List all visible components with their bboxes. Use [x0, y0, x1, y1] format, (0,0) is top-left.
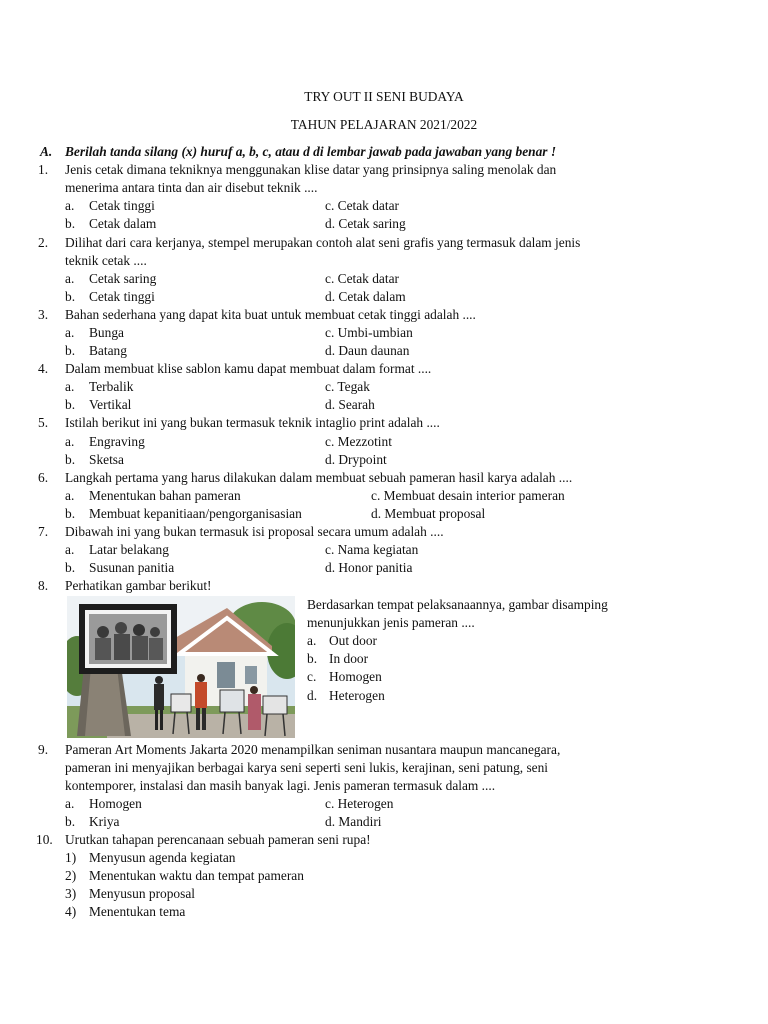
- question-text: Jenis cetak dimana tekniknya menggunakan klise datar yang prinsipnya saling menolak dan: [65, 162, 557, 177]
- instruction-text: Berilah tanda silang (x) huruf a, b, c, atau d di lembar jawab pada jawaban yang benar !: [65, 144, 557, 159]
- question-number: 1.: [38, 162, 49, 177]
- step-text: Menyusun proposal: [89, 886, 196, 901]
- question-text: Langkah pertama yang harus dilakukan dalam membuat sebuah pameran hasil karya adalah ....: [65, 470, 573, 485]
- option-d: d. Searah: [325, 397, 375, 412]
- option-letter-a: a.: [65, 198, 75, 213]
- question-number: 5.: [38, 415, 49, 430]
- option-letter-a: a.: [65, 434, 75, 449]
- option-a: Cetak saring: [89, 271, 157, 286]
- question-text: Dilihat dari cara kerjanya, stempel merupakan contoh alat seni grafis yang termasuk dalam jenis: [65, 235, 581, 250]
- option-letter-b: b.: [65, 343, 76, 358]
- option-letter-b: b.: [65, 216, 76, 231]
- step-number: 1): [65, 850, 77, 865]
- option-letter-a: a.: [65, 488, 75, 503]
- option-c: c. Cetak datar: [325, 271, 399, 286]
- question-number: 9.: [38, 742, 49, 757]
- step-text: Menentukan waktu dan tempat pameran: [89, 868, 304, 883]
- step-number: 4): [65, 904, 77, 919]
- option-c: c. Nama kegiatan: [325, 542, 419, 557]
- question-number: 2.: [38, 235, 49, 250]
- option-letter-a: a.: [65, 379, 75, 394]
- option-b: In door: [329, 651, 369, 666]
- option-b: Susunan panitia: [89, 560, 175, 575]
- option-letter-c: c.: [307, 669, 317, 684]
- step-text: Menyusun agenda kegiatan: [89, 850, 236, 865]
- option-b: Kriya: [89, 814, 120, 829]
- option-a: Menentukan bahan pameran: [89, 488, 241, 503]
- option-d: d. Cetak saring: [325, 216, 406, 231]
- option-d: Heterogen: [329, 688, 385, 703]
- option-letter-d: d.: [307, 688, 318, 703]
- option-c: c. Membuat desain interior pameran: [371, 488, 565, 503]
- exam-title: TRY OUT II SENI BUDAYA: [304, 89, 464, 104]
- option-letter-a: a.: [65, 325, 75, 340]
- option-letter-a: a.: [307, 633, 317, 648]
- question-text: menerima antara tinta dan air disebut teknik ....: [65, 180, 318, 195]
- option-letter-b: b.: [65, 397, 76, 412]
- option-letter-b: b.: [307, 651, 318, 666]
- option-c: c. Mezzotint: [325, 434, 392, 449]
- option-a: Terbalik: [89, 379, 134, 394]
- step-text: Menentukan tema: [89, 904, 186, 919]
- question-text: pameran ini menyajikan berbagai karya seni seperti seni lukis, kerajinan, seni patung, seni: [65, 760, 549, 775]
- option-letter-b: b.: [65, 452, 76, 467]
- step-number: 2): [65, 868, 77, 883]
- option-b: Cetak dalam: [89, 216, 157, 231]
- option-letter-a: a.: [65, 271, 75, 286]
- question-number: 3.: [38, 307, 49, 322]
- question-text: kontemporer, instalasi dan masih banyak lagi. Jenis pameran termasuk dalam ....: [65, 778, 496, 793]
- option-b: Sketsa: [89, 452, 124, 467]
- question-text: Pameran Art Moments Jakarta 2020 menampilkan seniman nusantara maupun mancanegara,: [65, 742, 561, 757]
- question-text: Istilah berikut ini yang bukan termasuk teknik intaglio print adalah ....: [65, 415, 440, 430]
- option-b: Membuat kepanitiaan/pengorganisasian: [89, 506, 302, 521]
- option-letter-a: a.: [65, 796, 75, 811]
- option-a: Homogen: [89, 796, 142, 811]
- question-text: Urutkan tahapan perencanaan sebuah pameran seni rupa!: [65, 832, 371, 847]
- option-d: d. Daun daunan: [325, 343, 410, 358]
- option-a: Engraving: [89, 434, 145, 449]
- question-text: teknik cetak ....: [65, 253, 147, 268]
- option-a: Bunga: [89, 325, 124, 340]
- option-b: Cetak tinggi: [89, 289, 155, 304]
- option-b: Vertikal: [89, 397, 132, 412]
- side-question-text: menunjukkan jenis pameran ....: [307, 615, 475, 630]
- question-number: 4.: [38, 361, 49, 376]
- question-text: Perhatikan gambar berikut!: [65, 578, 212, 593]
- question-number: 10.: [36, 832, 53, 847]
- option-letter-b: b.: [65, 289, 76, 304]
- option-letter-a: a.: [65, 542, 75, 557]
- option-c: c. Heterogen: [325, 796, 394, 811]
- option-c: c. Tegak: [325, 379, 370, 394]
- option-c: c. Cetak datar: [325, 198, 399, 213]
- option-d: d. Drypoint: [325, 452, 387, 467]
- question-number: 7.: [38, 524, 49, 539]
- question-text: Dalam membuat klise sablon kamu dapat membuat dalam format ....: [65, 361, 432, 376]
- option-a: Out door: [329, 633, 377, 648]
- option-a: Cetak tinggi: [89, 198, 155, 213]
- option-b: Batang: [89, 343, 127, 358]
- side-question-text: Berdasarkan tempat pelaksanaannya, gambar disamping: [307, 597, 608, 612]
- question-text: Bahan sederhana yang dapat kita buat untuk membuat cetak tinggi adalah ....: [65, 307, 476, 322]
- option-d: d. Membuat proposal: [371, 506, 486, 521]
- option-d: d. Cetak dalam: [325, 289, 406, 304]
- question-number: 8.: [38, 578, 49, 593]
- option-c: c. Umbi-umbian: [325, 325, 413, 340]
- question-text: Dibawah ini yang bukan termasuk isi proposal secara umum adalah ....: [65, 524, 444, 539]
- section-label: A.: [40, 144, 53, 159]
- option-d: d. Honor panitia: [325, 560, 413, 575]
- school-year: TAHUN PELAJARAN 2021/2022: [290, 117, 478, 132]
- option-a: Latar belakang: [89, 542, 169, 557]
- option-letter-b: b.: [65, 814, 76, 829]
- question-number: 6.: [38, 470, 49, 485]
- option-c: Homogen: [329, 669, 382, 684]
- option-letter-b: b.: [65, 560, 76, 575]
- option-letter-b: b.: [65, 506, 76, 521]
- step-number: 3): [65, 886, 77, 901]
- option-d: d. Mandiri: [325, 814, 382, 829]
